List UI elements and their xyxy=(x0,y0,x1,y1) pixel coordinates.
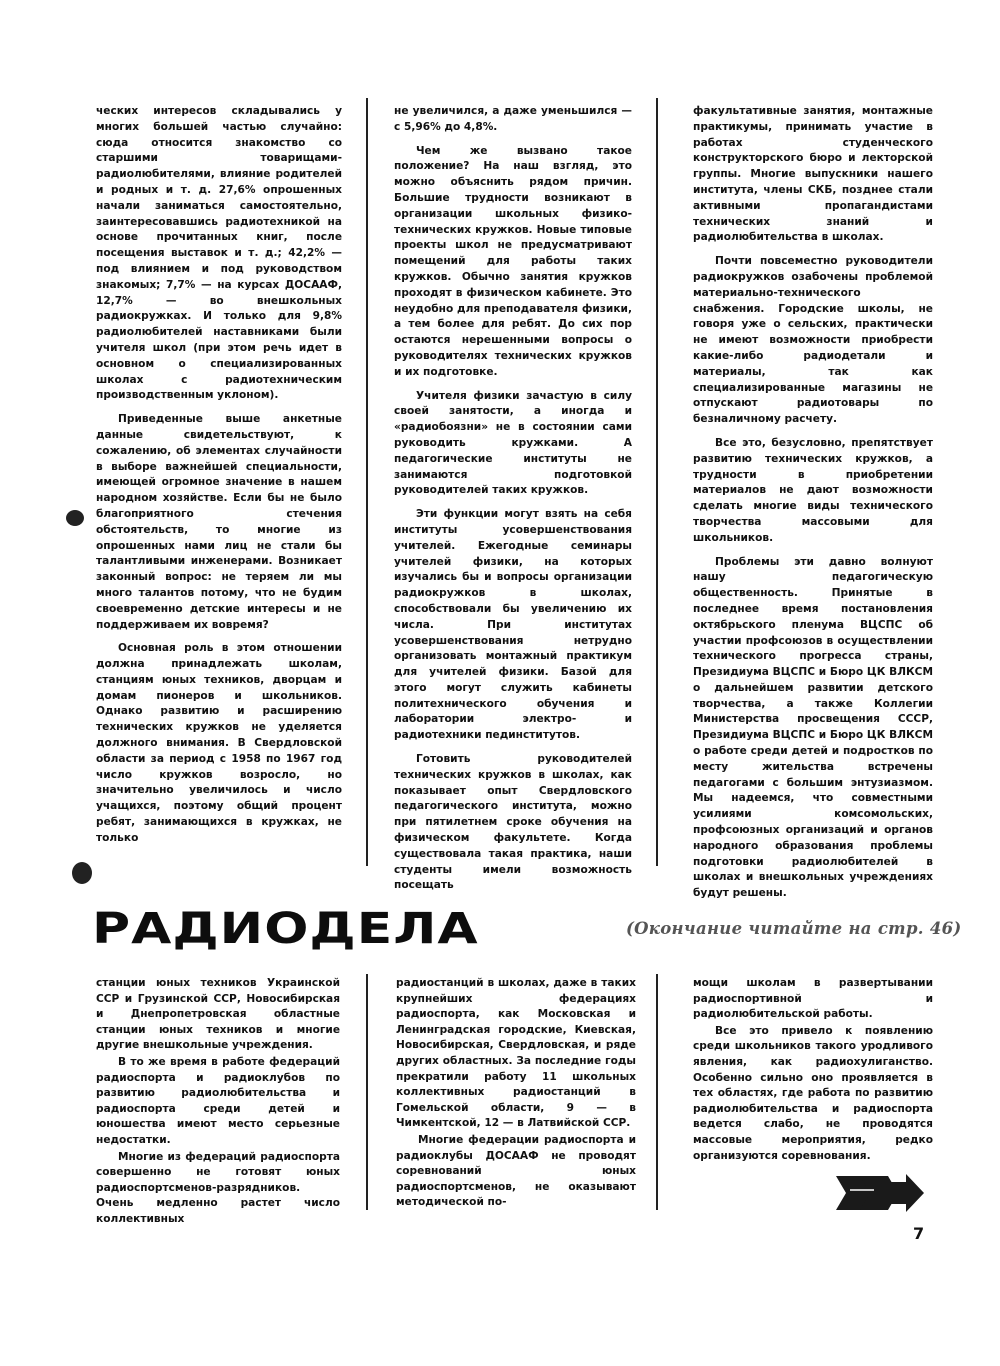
paragraph: ческих интересов складывались у многих большей частью случайно: сюда относится знакомство со старшими товарищами-радиолюбителями, влияние родителей и родных и т. д. 27,6% опрошенных начали заниматься самостоятельно, заинтересовавшись радиотехникой на основе прочитанных книг, после посещения выставок и т. д.; 42,2% — под влиянием и под руководством знакомых; 7,7% — на курсах ДОСААФ, 12,7% — во внешкольных радиокружках. И только для 9,8% радиолюбителей наставниками были учителя школ (при этом речь идет в основном о специализированных школах с радиотехническим производственным уклоном). xyxy=(96,105,342,402)
paragraph: станции юных техников Украинской ССР и Грузинской ССР, Новосибирская и Днепропетровская областные станции юных техников и многие другие внешкольные учреждения. xyxy=(96,977,340,1052)
upper-column-3 xyxy=(693,104,933,910)
paragraph: Чем же вызвано такое положение? На наш взгляд, это можно объяснить рядом причин. Большие трудности возникают в организации школьных физико-технических кружков. Новые типовые проекты школ не предусматривают помещений для работы таких кружков. Обычно занятия кружков проходят в физическом кабинете. Это неудобно для преподавателя физики, а тем более для ребят. До сих пор остаются нерешенными вопросы о руководителях технических кружков и их подготовке. xyxy=(394,144,632,378)
lower-column-2 xyxy=(396,976,636,1212)
paragraph: Многие из федераций радиоспорта совершенно не готовят юных радиоспортсменов-разрядников. Очень медленно растет число коллективных xyxy=(96,1150,340,1225)
paragraph: Готовить руководителей технических кружков в школах, как показывает опыт Свердловского педагогического института, можно при пятилетнем сроке обучения на физическом факультете. Когда существовала такая практика, наши студенты имели возможность посещать xyxy=(394,753,632,892)
paragraph: Многие федерации радиоспорта и радиоклубы ДОСААФ не проводят соревнований юных радиоспортсменов, не оказывают методической по- xyxy=(396,1133,636,1209)
section-headline: РАДИОДЕЛА xyxy=(92,904,479,954)
paragraph: мощи школам в развертывании радиоспортивной и радиолюбительской работы. xyxy=(693,977,933,1021)
paragraph: Все это, безусловно, препятствует развитию технических кружков, а трудности в приобретении материалов не дают возможности сделать многие виды технического творчества массовыми для школьников. xyxy=(693,436,933,544)
paragraph: Эти функции могут взять на себя институты усовершенствования учителей. Ежегодные семинары учителей физики, на которых изучались бы и вопросы организации радиокружков в школах, способствовали бы увеличению их числа. При институтах усовершенствования нетрудно организовать монтажный практикум для учителей физики. Базой для этого могут служить кабинеты политехнического обучения и лаборатории электро- и радиотехники пединститутов. xyxy=(394,508,632,742)
lower-column-1 xyxy=(96,976,340,1229)
column-divider xyxy=(366,974,368,1210)
paragraph: не увеличился, а даже уменьшился — с 5,96% до 4,8%. xyxy=(394,105,632,133)
paragraph: факультативные занятия, монтажные практикумы, принимать участие в работах студенческого конструкторского бюро и лекторской группы. Многие выпускники нашего института, члены СКБ, позднее стали активными пропагандистами технических знаний и радиолюбительства в школах. xyxy=(693,105,933,244)
paragraph: радиостанций в школах, даже в таких крупнейших федерациях радиоспорта, как Московская и Ленинградская городские, Киевская, Новосибирская, Свердловская, и ряде других областных. За последние годы прекратили работу 11 школьных коллективных радиостанций в Гомельской области, 9 — в Чимкентской, 12 — в Латвийской ССР. xyxy=(396,977,636,1130)
paragraph: В то же время в работе федераций радиоспорта и радиоклубов по развитию радиолюбительства и радиоспорта среди детей и юношества имеют место серьезные недостатки. xyxy=(96,1055,340,1146)
ink-blot xyxy=(66,510,84,526)
lower-column-3 xyxy=(693,976,933,1165)
paragraph: Почти повсеместно руководители радиокружков озабочены проблемой материально-технического снабжения. Городские школы, не говоря уже о сельских, практически не имеют возможности приобрести какие-либо радиодетали и материалы, так как специализированные магазины не отпускают радиотовары по безналичному расчету. xyxy=(693,255,933,426)
ink-blot xyxy=(72,862,92,884)
continued-note: (Окончание читайте на стр. 46) xyxy=(626,919,962,938)
column-divider xyxy=(656,974,658,1210)
page-number: 7 xyxy=(913,1224,925,1243)
paragraph: Основная роль в этом отношении должна принадлежать школам, станциям юных техников, дворцам и домам пионеров и школьников. Однако развитию и расширению технических кружков не уделяется должного внимания. В Свердловской области за период с 1958 по 1967 год число кружков возросло, но значительно увеличилось и число учащихся, поэтому общий процент ребят, занимающихся в кружках, не только xyxy=(96,642,342,844)
upper-column-2 xyxy=(394,104,632,902)
column-divider xyxy=(366,98,368,866)
paragraph: Все это привело к появлению среди школьников такого уродливого явления, как радиохулиганство. Особенно сильно оно проявляется в тех областях, где работа по развитию радиолюбительства и радиоспорта ведется слабо, не проводятся массовые мероприятия, редко организуются соревнования. xyxy=(693,1024,933,1162)
arrow-right-icon xyxy=(830,1170,926,1216)
paragraph: Учителя физики зачастую в силу своей занятости, а иногда и «радиобоязни» не в состоянии сами руководить кружками. А педагогические институты не занимаются подготовкой руководителей таких кружков. xyxy=(394,389,632,497)
column-divider xyxy=(656,98,658,866)
paragraph: Приведенные выше анкетные данные свидетельствуют, к сожалению, об элементах случайности в выборе важнейшей специальности, имеющей огромное значение в нашем народном хозяйстве. Если бы не было благоприятного стечения обстоятельств, то многие из опрошенных нами лиц не стали бы талантливыми инженерами. Возникает законный вопрос: не теряем ли мы много талантов потому, что не будим своевременно детские интересы и не поддерживаем их вовремя? xyxy=(96,413,342,631)
paragraph: Проблемы эти давно волнуют нашу педагогическую общественность. Принятые в последнее время постановления октябрьского пленума ВЦСПС об участии профсоюзов в осуществлении технического прогресса страны, Президиума ВЦСПС и Бюро ЦК ВЛКСМ о дальнейшем развитии детского творчества, а также Коллегии Министерства просвещения СССР, Президиума ВЦСПС и Бюро ЦК ВЛКСМ о работе среди детей и подростков по месту жительства встречены педагогами с большим энтузиазмом. Мы надеемся, что совместными усилиями комсомольских, профсоюзных организаций и органов народного образования проблемы подготовки радиолюбителей в школах и внешкольных учреждениях будут решены. xyxy=(693,555,933,900)
upper-column-1 xyxy=(96,104,342,855)
